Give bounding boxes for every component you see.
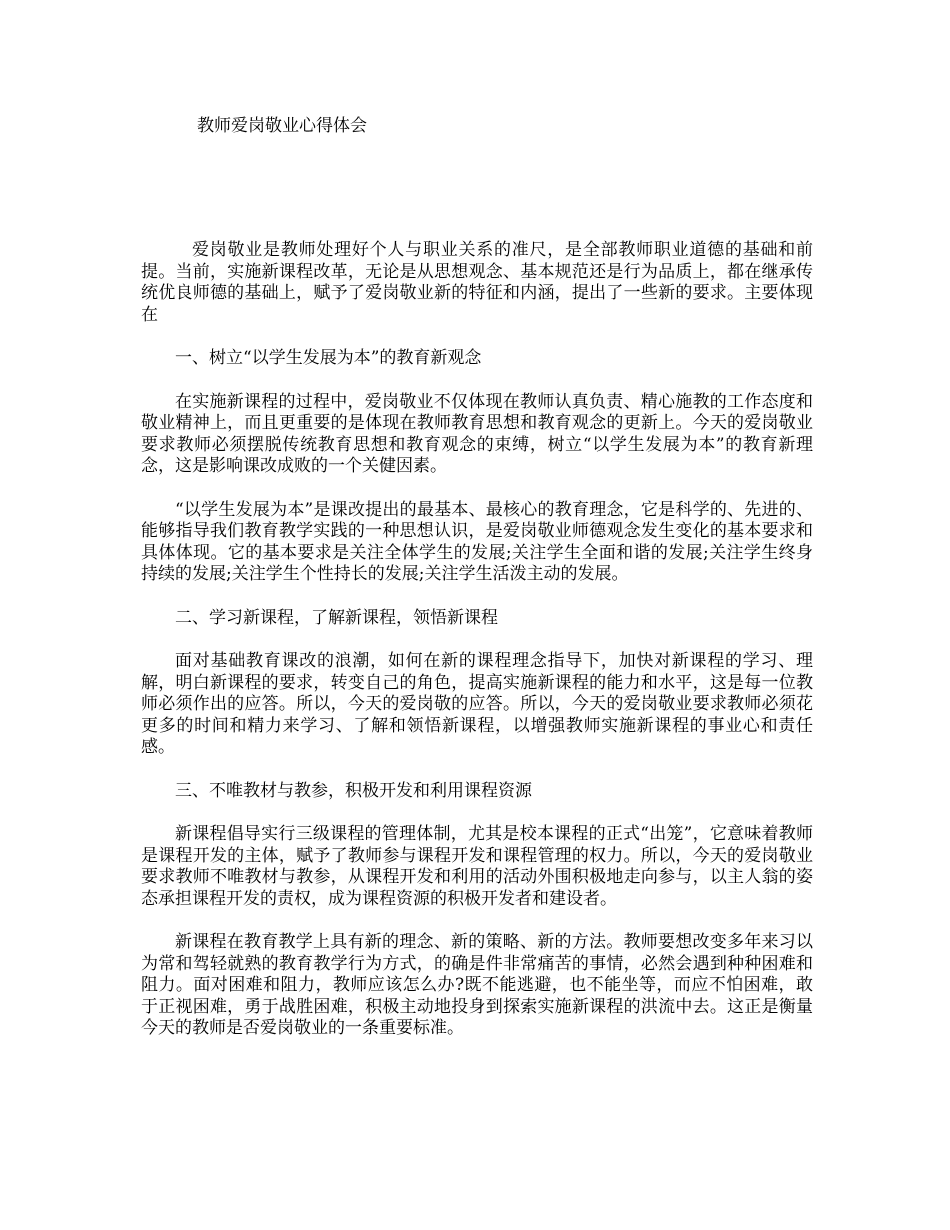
section-heading-2: 二、学习新课程，了解新课程，领悟新课程 — [175, 607, 498, 628]
document-body — [141, 240, 813, 1062]
paragraph-intro: 爱岗敬业是教师处理好个人与职业关系的准尺，是全部教师职业道德的基础和前提。当前，实施新课程改革，无论是从思想观念、基本规范还是行为品质上，都在继承传统优良师德的基础上，赋予了爱岗敬业新的特征和内涵，提出了一些新的要求。主要体现在 — [141, 240, 813, 325]
paragraph: 新课程在教育教学上具有新的理念、新的策略、新的方法。教师要想改变多年来习以为常和驾轻就熟的教育教学行为方式，的确是件非常痛苦的事情，必然会遇到种种困难和阻力。面对困难和阻力，教师应该怎么办?既不能逃避，也不能坐等，而应不怕困难，敢于正视困难，勇于战胜困难，积极主动地投身到探索实施新课程的洪流中去。这正是衡量今天的教师是否爱岗敬业的一条重要标准。 — [141, 932, 813, 1038]
section-heading-3: 三、不唯教材与教参，积极开发和利用课程资源 — [175, 780, 532, 801]
section-heading-1: 一、树立“以学生发展为本”的教育新观念 — [175, 348, 482, 368]
paragraph: “以学生发展为本”是课改提出的最基本、最核心的教育理念，它是科学的、先进的、能够指导我们教育教学实践的一种思想认识，是爱岗敬业师德观念发生变化的基本要求和具体体现。它的基本要求是关注全体学生的发展;关注学生全面和谐的发展;关注学生终身持续的发展;关注学生个性持长的发展;关注学生活泼主动的发展。 — [141, 499, 813, 584]
paragraph: 面对基础教育课改的浪潮，如何在新的课程理念指导下，加快对新课程的学习、理解，明白新课程的要求，转变自己的角色，提高实施新课程的能力和水平，这是每一位教师必须作出的应答。所以，今天的爱岗敬的应答。所以，今天的爱岗敬业要求教师必须花更多的时间和精力来学习、了解和领悟新课程，以增强教师实施新课程的事业心和责任感。 — [141, 651, 813, 757]
paragraph: 新课程倡导实行三级课程的管理体制，尤其是校本课程的正式“出笼”，它意味着教师是课程开发的主体，赋予了教师参与课程开发和课程管理的权力。所以，今天的爱岗敬业要求教师不唯教材与教参，从课程开发和利用的活动外围积极地走向参与，以主人翁的姿态承担课程开发的责权，成为课程资源的积极开发者和建设者。 — [141, 824, 813, 909]
document-title: 教师爱岗敬业心得体会 — [197, 116, 367, 136]
paragraph: 在实施新课程的过程中，爱岗敬业不仅体现在教师认真负责、精心施教的工作态度和敬业精神上，而且更重要的是体现在教师教育思想和教育观念的更新上。今天的爱岗敬业要求教师必须摆脱传统教育思想和教育观念的束缚，树立“以学生发展为本”的教育新理念，这是影响课改成败的一个关健因素。 — [141, 391, 813, 476]
